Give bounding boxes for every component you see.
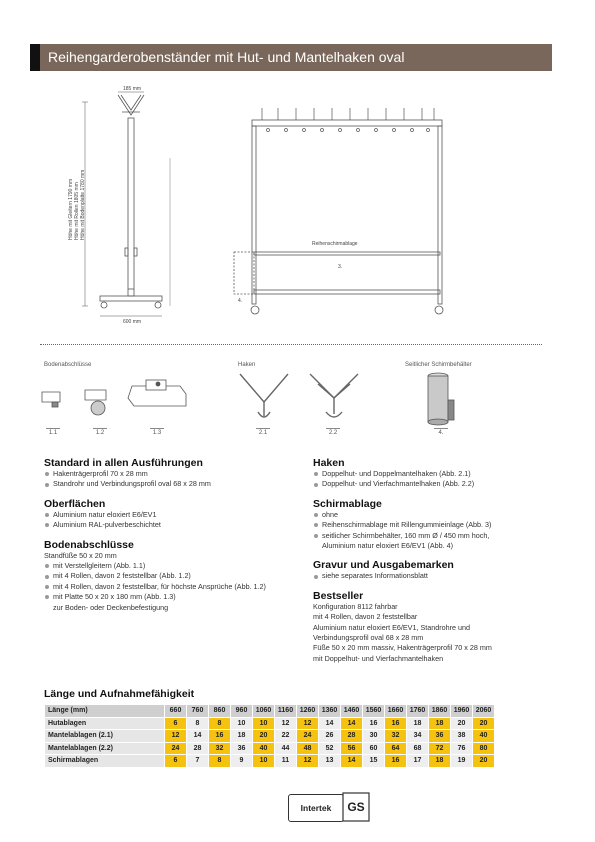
table-header-cell: 1760 — [407, 705, 429, 718]
list-item: Hakenträgerprofil 70 x 28 mm — [44, 469, 302, 479]
table-cell: 52 — [319, 742, 341, 755]
table-cell: 6 — [165, 755, 187, 768]
heading-bestseller: Bestseller — [313, 589, 364, 602]
table-cell: 18 — [429, 717, 451, 730]
technical-drawing — [30, 80, 450, 330]
dim-width-top: 185 mm — [123, 86, 142, 92]
table-header-cell: 1360 — [319, 705, 341, 718]
table-cell: 16 — [363, 717, 385, 730]
heading-gravur: Gravur und Ausgabemarken — [313, 559, 454, 572]
page-title: Reihengarderobenständer mit Hut- und Mantelhaken oval — [40, 44, 552, 71]
table-header-cell: 960 — [231, 705, 253, 718]
table-header-cell: 1060 — [253, 705, 275, 718]
table-cell: 22 — [275, 730, 297, 743]
heading-bodenabschluesse: Bodenabschlüsse — [44, 538, 134, 551]
table-cell: 40 — [253, 742, 275, 755]
table-cell: 14 — [187, 730, 209, 743]
table-cell: 17 — [407, 755, 429, 768]
table-cell: 36 — [231, 742, 253, 755]
table-cell: 9 — [231, 755, 253, 768]
table-cell: 20 — [451, 717, 473, 730]
table-cell: 26 — [319, 730, 341, 743]
list-item: Doppelhut- und Doppelmantelhaken (Abb. 2.1) — [313, 469, 553, 479]
heading-standard: Standard in allen Ausführungen — [44, 457, 203, 469]
list-item: mit 4 Rollen, davon 2 feststellbar (Abb. 1.2) — [44, 571, 302, 581]
table-cell: 19 — [451, 755, 473, 768]
table-cell: 40 — [473, 730, 495, 743]
table-cell: 7 — [187, 755, 209, 768]
gs-mark-icon — [342, 792, 370, 822]
table-cell: 12 — [275, 717, 297, 730]
dim-width-base: 600 mm — [123, 319, 142, 325]
height-label-3: Höhe mit Bodenplatte 1780 mm — [80, 169, 86, 240]
list-item: Aluminium RAL-pulverbeschichtet — [44, 520, 302, 530]
table-cell: 20 — [253, 730, 275, 743]
table-cell: 16 — [209, 730, 231, 743]
foot-details-illustration — [40, 372, 190, 422]
table-header-label: Länge (mm) — [45, 705, 165, 718]
list-item: seitlicher Schirmbehälter, 160 mm Ø / 450 mm hoch, — [313, 531, 553, 541]
table-header-cell: 1560 — [363, 705, 385, 718]
table-cell: 28 — [341, 730, 363, 743]
fig-num-1-2: 1.2 — [93, 428, 107, 436]
table-header-cell: 2060 — [473, 705, 495, 718]
bestseller-line: Verbindungsprofil oval 68 x 28 mm — [313, 633, 424, 643]
table-row — [45, 717, 495, 730]
fig-num-1-3: 1.3 — [150, 428, 164, 436]
table-cell: 30 — [363, 730, 385, 743]
table-cell: 80 — [473, 742, 495, 755]
bestseller-line: Aluminium natur eloxiert E6/EV1, Standrohre und — [313, 622, 471, 632]
table-header-cell: 1660 — [385, 705, 407, 718]
list-item: Reihenschirmablage mit Rillengummieinlage (Abb. 3) — [313, 520, 553, 530]
title-accent-block — [30, 44, 40, 71]
table-cell: 18 — [429, 755, 451, 768]
table-cell: 48 — [297, 742, 319, 755]
hook-details-illustration — [238, 368, 368, 428]
callout-3: 3. — [338, 264, 343, 270]
heading-schirmablage: Schirmablage — [313, 497, 382, 510]
bodenabschluesse-intro: Standfüße 50 x 20 mm — [44, 550, 117, 560]
table-cell: 72 — [429, 742, 451, 755]
table-cell: 15 — [363, 755, 385, 768]
height-label-1: Höhe mit Gleitern 1790 mm — [68, 178, 74, 240]
caption-schirmbehaelter: Seitlicher Schirmbehälter — [405, 362, 472, 368]
table-cell: 16 — [385, 755, 407, 768]
bodenabschluesse-tail: zur Boden- oder Deckenbefestigung — [53, 602, 169, 612]
table-header-cell: 1460 — [341, 705, 363, 718]
table-row-label: Hutablagen — [45, 717, 165, 730]
table-cell: 10 — [231, 717, 253, 730]
table-cell: 56 — [341, 742, 363, 755]
list-item: mit Platte 50 x 20 x 180 mm (Abb. 1.3) — [44, 592, 302, 602]
table-header-cell: 1160 — [275, 705, 297, 718]
table-header-cell: 1260 — [297, 705, 319, 718]
callout-4: 4. — [238, 298, 243, 304]
table-row — [45, 755, 495, 768]
table-cell: 18 — [407, 717, 429, 730]
list-item: Standrohr und Verbindungsprofil oval 68 x 28 mm — [44, 479, 302, 489]
umbrella-holder-illustration — [420, 370, 460, 428]
table-cell: 44 — [275, 742, 297, 755]
table-cell: 18 — [231, 730, 253, 743]
table-header-cell: 760 — [187, 705, 209, 718]
heading-oberflaechen: Oberflächen — [44, 497, 106, 510]
table-header-cell: 860 — [209, 705, 231, 718]
table-cell: 76 — [451, 742, 473, 755]
list-item: Aluminium natur eloxiert E6/EV1 — [44, 510, 302, 520]
table-cell: 34 — [407, 730, 429, 743]
list-item: siehe separates Informationsblatt — [313, 571, 553, 581]
table-cell: 24 — [165, 742, 187, 755]
table-cell: 32 — [209, 742, 231, 755]
table-cell: 28 — [187, 742, 209, 755]
table-cell: 24 — [297, 730, 319, 743]
table-cell: 11 — [275, 755, 297, 768]
fig-num-2-2: 2.2 — [326, 428, 340, 436]
table-cell: 12 — [165, 730, 187, 743]
bestseller-line: Füße 50 x 20 mm massiv, Hakenträgerprofil 70 x 28 mm — [313, 643, 492, 653]
dotted-divider — [40, 344, 542, 345]
table-cell: 60 — [363, 742, 385, 755]
table-cell: 8 — [187, 717, 209, 730]
table-row — [45, 742, 495, 755]
list-item: mit 4 Rollen, davon 2 feststellbar, für höchste Ansprüche (Abb. 1.2) — [44, 582, 302, 592]
bestseller-line: Konfiguration 8112 fahrbar — [313, 601, 398, 611]
schirmablage-tail: Aluminium natur eloxiert E6/EV1 (Abb. 4) — [322, 541, 454, 551]
table-header-cell: 1860 — [429, 705, 451, 718]
fig-num-1-1: 1.1 — [46, 428, 60, 436]
list-item: mit Verstellgleitern (Abb. 1.1) — [44, 561, 302, 571]
table-cell: 10 — [253, 755, 275, 768]
table-cell: 14 — [341, 717, 363, 730]
heading-haken: Haken — [313, 457, 345, 469]
table-cell: 36 — [429, 730, 451, 743]
table-row-label: Schirmablagen — [45, 755, 165, 768]
table-cell: 20 — [473, 755, 495, 768]
table-cell: 14 — [319, 717, 341, 730]
table-cell: 68 — [407, 742, 429, 755]
table-cell: 8 — [209, 717, 231, 730]
table-cell: 10 — [253, 717, 275, 730]
table-cell: 20 — [473, 717, 495, 730]
table-row-label: Mantelablagen (2.1) — [45, 730, 165, 743]
svg-text:GS: GS — [347, 800, 365, 814]
caption-bodenabschluesse: Bodenabschlüsse — [44, 362, 92, 368]
shelf-label: Reihenschirmablage — [312, 241, 358, 247]
fig-num-4: 4. — [434, 428, 448, 436]
table-heading: Länge und Aufnahmefähigkeit — [44, 688, 195, 700]
fig-num-2-1: 2.1 — [256, 428, 270, 436]
bestseller-line: mit 4 Rollen, davon 2 feststellbar — [313, 612, 418, 622]
table-cell: 8 — [209, 755, 231, 768]
left-column — [44, 457, 302, 613]
table-cell: 14 — [341, 755, 363, 768]
table-header-cell: 660 — [165, 705, 187, 718]
table-cell: 64 — [385, 742, 407, 755]
intertek-logo: Intertek — [288, 794, 344, 822]
table-cell: 12 — [297, 717, 319, 730]
table-cell: 6 — [165, 717, 187, 730]
table-cell: 12 — [297, 755, 319, 768]
capacity-table — [44, 704, 495, 768]
list-item: ohne — [313, 510, 553, 520]
right-column — [313, 457, 553, 664]
table-header-row — [45, 705, 495, 718]
table-header-cell: 1960 — [451, 705, 473, 718]
table-cell: 16 — [385, 717, 407, 730]
table-cell: 13 — [319, 755, 341, 768]
table-row — [45, 730, 495, 743]
height-label-2: Höhe mit Rollen 1805 mm — [74, 182, 80, 240]
table-row-label: Mantelablagen (2.2) — [45, 742, 165, 755]
table-cell: 32 — [385, 730, 407, 743]
list-item: Doppelhut- und Vierfachmantelhaken (Abb. 2.2) — [313, 479, 553, 489]
caption-haken: Haken — [238, 362, 256, 368]
table-cell: 38 — [451, 730, 473, 743]
bestseller-line: mit Doppelhut- und Vierfachmantelhaken — [313, 653, 444, 663]
